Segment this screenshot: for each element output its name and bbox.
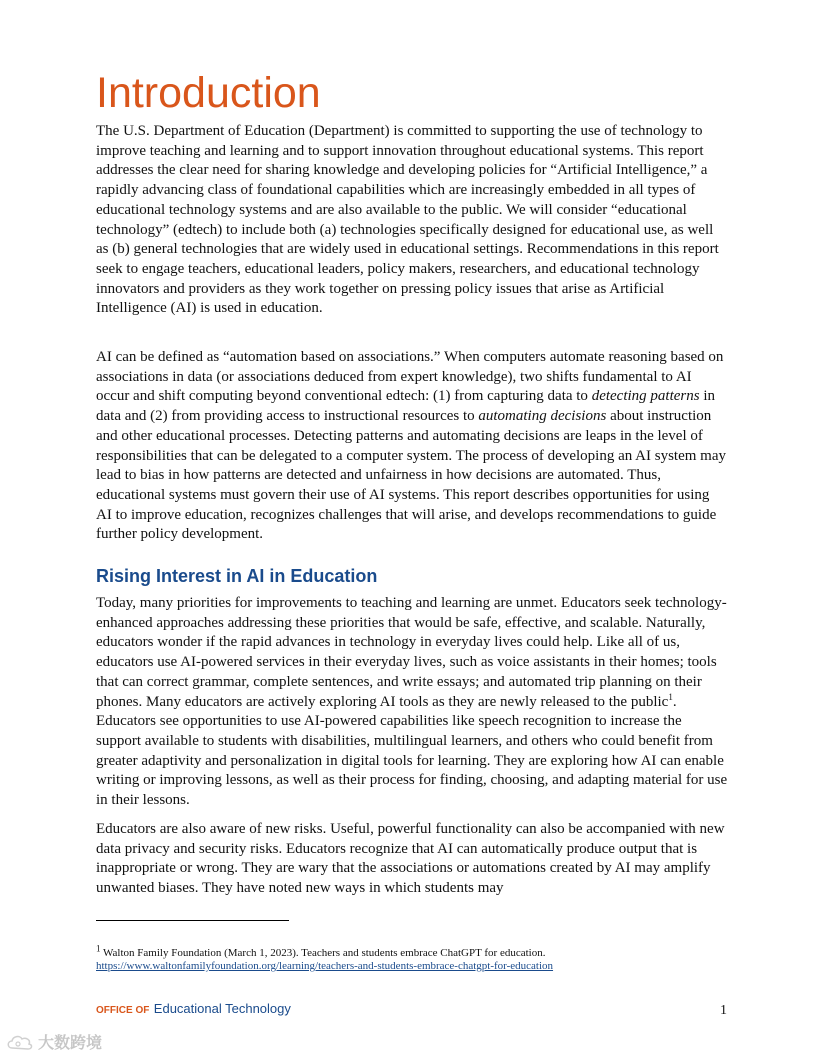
paragraph-text: . Educators see opportunities to use AI-powered capabilities like speech recognition to increase the support available to students with disabilities, multilingual learners, and others who could benefit from greater adaptivity and personalization in digital tools for learning. They are exploring how AI can enable writing or improving lessons, as well as their process for finding, choosing, and adapting material for use in their lessons. [96, 693, 728, 809]
paragraph-text: AI can be defined as “automation based on associations.” When computers automate reasoning based on associations in data (or associations deduced from expert knowledge), two shifts fundamental to AI occur and shift computing beyond conventional edtech: (1) from capturing data to [96, 349, 724, 405]
footnote [96, 943, 736, 973]
intro-paragraph-2 [96, 348, 728, 545]
intro-paragraph-1: The U.S. Department of Education (Department) is committed to supporting the use of technology to improve teaching and learning and to support innovation throughout educational systems. This report addresses the clear need for sharing knowledge and developing policies for “Artificial Intelligence,” a rapidly advancing class of foundational capabilities which are increasingly embedded in all types of educational technology systems and are also available to the public. We will consider “educational technology” (edtech) to include both (a) technologies specifically designed for educational use, as well as (b) general technologies that are widely used in educational settings. Recommendations in this report seek to engage teachers, educational leaders, policy makers, researchers, and educational technology innovators and providers as they work together on pressing policy issues that arise as Artificial Intelligence (AI) is used in education. [96, 123, 719, 317]
paragraph-text: about instruction and other educational processes. Detecting patterns and automating decisions are leaps in the level of responsibilities that can be delegated to a computer system. The process of developing an AI system may lead to bias in how patterns are detected and unfairness in how decisions are automated. Thus, educational systems must govern their use of AI systems. This report describes opportunities for using AI to improve education, recognizes challenges that will arise, and develops recommendations to guide further policy development. [96, 408, 726, 543]
section-paragraph-2: Educators are also aware of new risks. Useful, powerful functionality can also be accompanied with new data privacy and security risks. Educators recognize that AI can automatically produce output that is inappropriate or wrong. They are wary that the associations or automations created by AI may amplify unwanted biases. They have noted new ways in which students may [96, 821, 725, 897]
page-title: Introduction [96, 69, 321, 117]
watermark-text: 大数跨境 [38, 1033, 103, 1052]
section-paragraph-1 [96, 594, 728, 811]
cloud-logo-icon [6, 1032, 34, 1052]
footnote-citation: Walton Family Foundation (March 1, 2023). Teachers and students embrace ChatGPT for education. [100, 947, 546, 959]
section-heading: Rising Interest in AI in Education [96, 566, 378, 586]
brand-prefix: OFFICE OF [96, 1005, 150, 1016]
emphasis-text: automating decisions [478, 408, 607, 425]
footer-brand [96, 1000, 291, 1018]
footnote-divider [96, 920, 289, 921]
paragraph-text: Today, many priorities for improvements to teaching and learning are unmet. Educators seek technology-enhanced approaches addressing these priorities that would be safe, effective, and scalable. Naturally, educators wonder if the rapid advances in technology in everyday lives could help. Like all of us, educators use AI-powered services in their everyday lives, such as voice assistants in their homes; tools that can correct grammar, complete sentences, and write essays; and automated trip planning on their phones. Many educators are actively exploring AI tools as they are newly released to the public [96, 595, 727, 710]
footnote-number: 1 [96, 943, 101, 954]
brand-name: Educational Technology [153, 1001, 291, 1016]
footnote-reference[interactable]: 1 [668, 691, 673, 702]
paragraph-text: in data and (2) from providing access to instructional resources to [96, 388, 716, 425]
watermark [6, 1030, 102, 1053]
emphasis-text: detecting patterns [591, 388, 700, 405]
footnote-link[interactable]: https://www.waltonfamilyfoundation.org/learning/teachers-and-students-embrace-chatgpt-for-education [96, 960, 554, 972]
page-number: 1 [720, 1003, 727, 1018]
